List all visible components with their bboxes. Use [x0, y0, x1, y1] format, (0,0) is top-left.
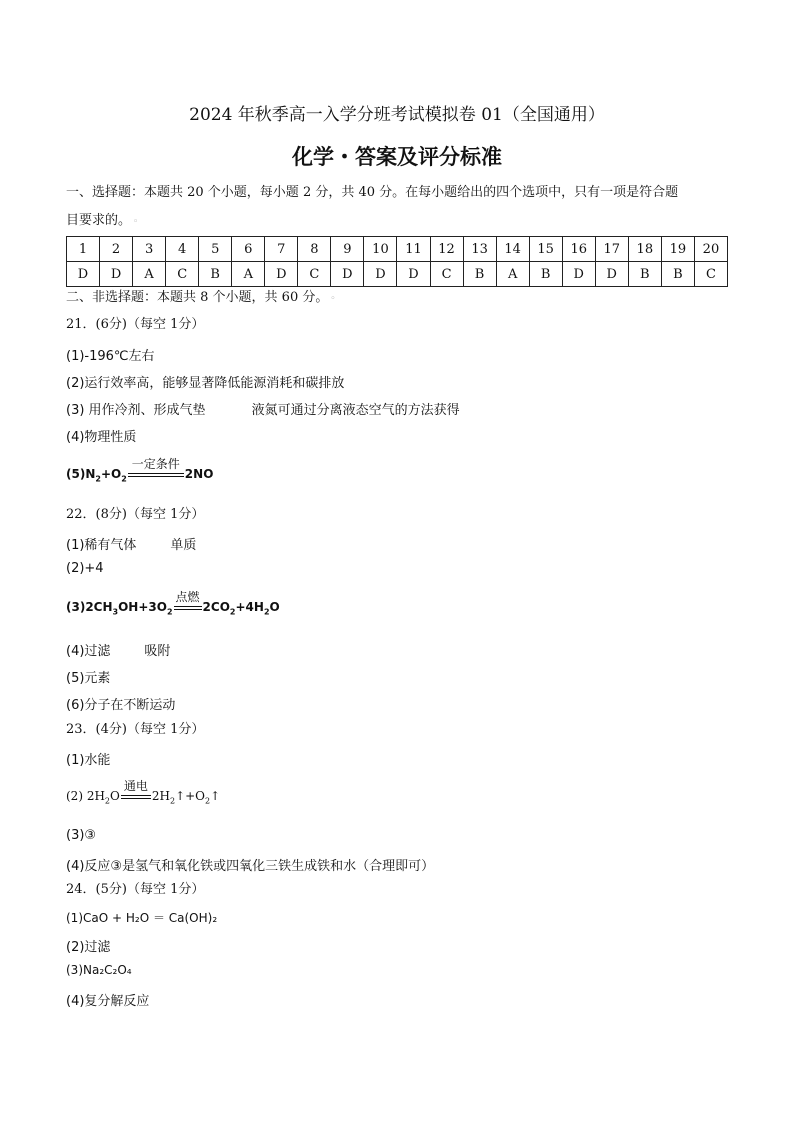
q23-answer-3: (3)③: [66, 828, 97, 843]
question-number-cell: 4: [166, 237, 199, 262]
q21-answer-4: (4)物理性质: [66, 430, 137, 445]
answer-cell: C: [166, 262, 199, 287]
q21-answer-1: (1)-196℃左右: [66, 349, 155, 364]
answer-cell: B: [463, 262, 496, 287]
q21-heading: 21．(6分)（每空 1分）: [66, 317, 205, 332]
question-number-cell: 2: [100, 237, 133, 262]
q22-answer-3-equation: $(3)2CH_3OH+3O_2$ 点燃 $2CO_2+4H_2O$: [66, 590, 280, 617]
q21-answer-5-equation: $(5)N_2+O_2$ 一定条件 2NO: [66, 457, 214, 484]
question-number-cell: 13: [463, 237, 496, 262]
q24-heading: 24．(5分)（每空 1分）: [66, 882, 205, 897]
answer-table-number-row: [67, 237, 728, 262]
question-number-cell: 17: [595, 237, 628, 262]
question-number-cell: 16: [562, 237, 595, 262]
question-number-cell: 7: [265, 237, 298, 262]
q22-answer-6: (6)分子在不断运动: [66, 698, 176, 713]
q22-answer-5: (5)元素: [66, 671, 111, 686]
answer-cell: A: [496, 262, 529, 287]
q24-answer-2: (2)过滤: [66, 940, 111, 955]
q23-answer-1: (1)水能: [66, 753, 111, 768]
q24-answer-4: (4)复分解反应: [66, 994, 150, 1009]
answer-cell: C: [694, 262, 727, 287]
answer-cell: D: [364, 262, 397, 287]
section1-instruction-line1: 一、选择题：本题共 20 个小题，每小题 2 分，共 40 分。在每小题给出的四个选项中，只有一项是符合题: [66, 185, 679, 200]
q24-answer-1: (1)CaO + H₂O ＝ Ca(OH)₂: [66, 911, 218, 925]
q23-answer-4: (4)反应③是氢气和氧化铁或四氧化三铁生成铁和水（合理即可）: [66, 859, 435, 874]
question-number-cell: 12: [430, 237, 463, 262]
answer-cell: D: [397, 262, 430, 287]
q21-answer-2: (2)运行效率高，能够显著降低能源消耗和碳排放: [66, 376, 345, 391]
answer-cell: D: [562, 262, 595, 287]
answer-cell: C: [430, 262, 463, 287]
question-number-cell: 1: [67, 237, 100, 262]
answer-cell: D: [67, 262, 100, 287]
page-title: 2024 年秋季高一入学分班考试模拟卷 01（全国通用）: [189, 105, 605, 125]
answer-cell: A: [133, 262, 166, 287]
question-number-cell: 14: [496, 237, 529, 262]
question-number-cell: 20: [694, 237, 727, 262]
answer-cell: D: [100, 262, 133, 287]
answer-cell: D: [265, 262, 298, 287]
reaction-condition: 通电: [121, 789, 151, 803]
answer-cell: D: [331, 262, 364, 287]
q23-answer-2-equation: (2) $2H_2O$ 通电 $2H_2↑+O_2↑$: [66, 779, 221, 806]
q22-answer-1: (1)稀有气体 单质: [66, 538, 197, 553]
q22-heading: 22．(8分)（每空 1分）: [66, 507, 205, 522]
answer-cell: B: [661, 262, 694, 287]
question-number-cell: 6: [232, 237, 265, 262]
q23-heading: 23．(4分)（每空 1分）: [66, 722, 205, 737]
q22-answer-4: (4)过滤 吸附: [66, 644, 171, 659]
answer-table-answer-row: [67, 262, 728, 287]
answer-cell: B: [628, 262, 661, 287]
answer-cell: A: [232, 262, 265, 287]
q21-answer-3: (3) 用作冷剂、形成气垫 液氮可通过分离液态空气的方法获得: [66, 403, 460, 418]
reaction-condition: 点燃: [174, 600, 202, 614]
question-number-cell: 18: [628, 237, 661, 262]
question-number-cell: 8: [298, 237, 331, 262]
answer-cell: B: [529, 262, 562, 287]
q24-answer-3: (3)Na₂C₂O₄: [66, 963, 132, 977]
answer-cell: B: [199, 262, 232, 287]
q22-answer-2: (2)+4: [66, 561, 104, 576]
question-number-cell: 19: [661, 237, 694, 262]
page-subtitle: 化学・答案及评分标准: [292, 145, 502, 169]
answer-cell: C: [298, 262, 331, 287]
answer-table: [66, 236, 728, 287]
answer-cell: D: [595, 262, 628, 287]
question-number-cell: 15: [529, 237, 562, 262]
question-number-cell: 11: [397, 237, 430, 262]
section1-instruction-line2: 目要求的。 ◦: [66, 213, 139, 228]
question-number-cell: 5: [199, 237, 232, 262]
question-number-cell: 10: [364, 237, 397, 262]
reaction-condition: 一定条件: [128, 467, 184, 481]
question-number-cell: 3: [133, 237, 166, 262]
section2-heading: 二、非选择题：本题共 8 个小题，共 60 分。 ◦: [66, 290, 336, 305]
question-number-cell: 9: [331, 237, 364, 262]
